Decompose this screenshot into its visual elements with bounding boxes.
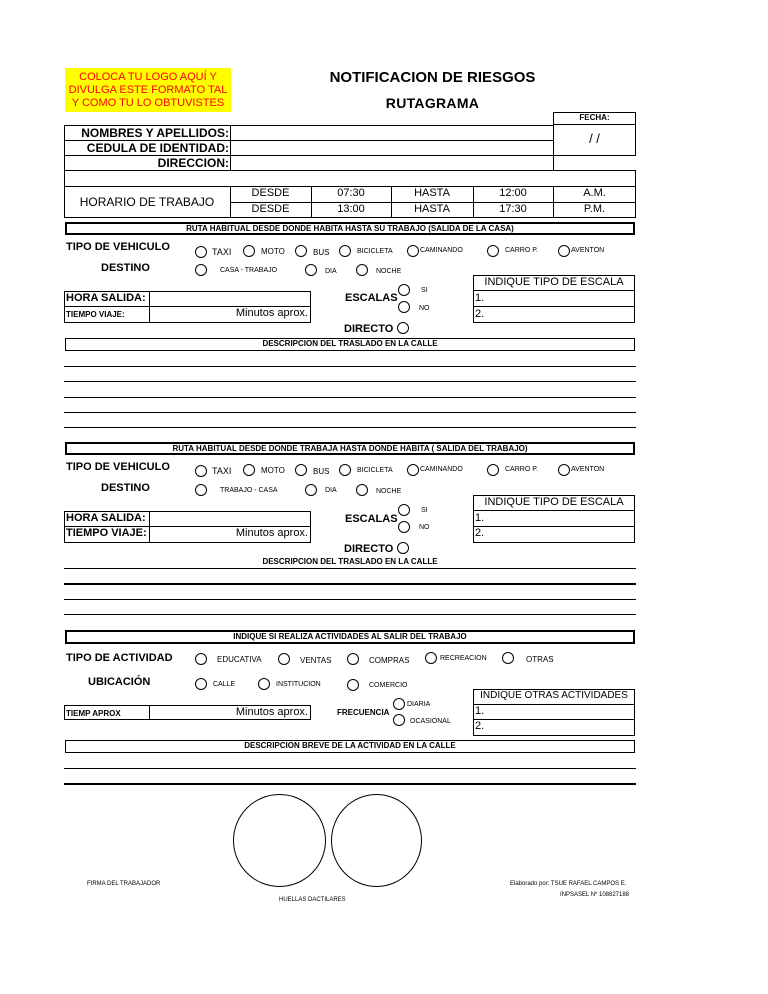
actividad-minutos-field[interactable]: Minutos aprox. bbox=[235, 706, 308, 718]
ida-noche-label: NOCHE bbox=[376, 268, 402, 275]
ida-carro-label: CARRO P. bbox=[505, 247, 538, 254]
ida-taxi-label: TAXI bbox=[212, 247, 232, 257]
hasta-label-1: HASTA bbox=[414, 187, 450, 199]
page-subtitle: RUTAGRAMA bbox=[385, 95, 480, 111]
otras-actividades-1[interactable]: 1. bbox=[475, 705, 485, 717]
vuelta-taxi-label: TAXI bbox=[212, 466, 232, 476]
ida-escala-title: INDIQUE TIPO DE ESCALA bbox=[484, 276, 624, 288]
period-am: A.M. bbox=[583, 187, 606, 199]
ida-caminando-radio[interactable] bbox=[407, 245, 419, 257]
fecha-label: FECHA: bbox=[579, 113, 610, 122]
nombres-field[interactable] bbox=[231, 126, 553, 140]
vuelta-noche-label: NOCHE bbox=[376, 488, 402, 495]
ocasional-label: OCASIONAL bbox=[410, 718, 451, 725]
vuelta-carro-radio[interactable] bbox=[487, 464, 499, 476]
ida-si-radio[interactable] bbox=[398, 284, 410, 296]
educativa-radio[interactable] bbox=[195, 653, 207, 665]
ida-aventon-radio[interactable] bbox=[558, 245, 570, 257]
vuelta-bicicleta-label: BICICLETA bbox=[357, 467, 393, 474]
vuelta-tiempo-viaje-label: TIEMPO VIAJE: bbox=[66, 527, 147, 539]
vuelta-destino-label: DESTINO bbox=[101, 482, 150, 494]
ida-carro-radio[interactable] bbox=[487, 245, 499, 257]
vuelta-moto-radio[interactable] bbox=[243, 464, 255, 476]
cedula-field[interactable] bbox=[231, 141, 553, 155]
ida-escala-1[interactable]: 1. bbox=[475, 292, 485, 304]
ida-caminando-label: CAMINANDO bbox=[420, 247, 463, 254]
institucion-label: INSTITUCION bbox=[276, 681, 321, 688]
inpsasel-label: INPSASEL Nº 108827188 bbox=[560, 892, 630, 898]
tiempo-aprox-label: TIEMP APROX bbox=[66, 709, 121, 718]
compras-label: COMPRAS bbox=[369, 656, 410, 665]
vuelta-descripcion-banner: DESCRIPCION DEL TRASLADO EN LA CALLE bbox=[262, 557, 438, 566]
ida-bicicleta-radio[interactable] bbox=[339, 245, 351, 257]
ida-banner: RUTA HABITUAL DESDE DONDE HABITA HASTA SU TRABAJO (SALIDA DE LA CASA) bbox=[65, 222, 635, 235]
ida-bus-label: BUS bbox=[313, 248, 330, 257]
ida-hora-salida-field[interactable] bbox=[150, 292, 310, 306]
vuelta-tipo-vehiculo-label: TIPO DE VEHICULO bbox=[66, 461, 170, 473]
ida-no-label: NO bbox=[419, 305, 430, 312]
tipo-actividad-label: TIPO DE ACTIVIDAD bbox=[66, 652, 173, 664]
ida-dia-label: DIA bbox=[325, 268, 337, 275]
calle-radio[interactable] bbox=[195, 678, 207, 690]
ida-directo-label: DIRECTO bbox=[344, 323, 394, 335]
nombres-label: NOMBRES Y APELLIDOS: bbox=[81, 126, 229, 140]
elaborado-label: Elaborado por: TSUE RAFAEL CAMPOS E. bbox=[510, 881, 627, 887]
institucion-radio[interactable] bbox=[258, 678, 270, 690]
vuelta-aventon-radio[interactable] bbox=[558, 464, 570, 476]
vuelta-dia-radio[interactable] bbox=[305, 484, 317, 496]
vuelta-no-label: NO bbox=[419, 524, 430, 531]
horario-label: HORARIO DE TRABAJO bbox=[79, 195, 215, 209]
ida-descripcion-banner: DESCRIPCION DEL TRASLADO EN LA CALLE bbox=[65, 338, 635, 351]
firma-label: FIRMA DEL TRABAJADOR bbox=[87, 881, 161, 887]
vuelta-bus-radio[interactable] bbox=[295, 464, 307, 476]
ocasional-radio[interactable] bbox=[393, 714, 405, 726]
comercio-label: COMERCIO bbox=[369, 682, 408, 689]
actividad-descripcion-banner: DESCRIPCION BREVE DE LA ACTIVIDAD EN LA CALLE bbox=[65, 740, 635, 753]
ida-taxi-radio[interactable] bbox=[195, 246, 207, 258]
ida-dia-radio[interactable] bbox=[305, 264, 317, 276]
desde-label-1: DESDE bbox=[251, 187, 290, 199]
vuelta-hora-salida-label: HORA SALIDA: bbox=[66, 512, 146, 524]
ida-bus-radio[interactable] bbox=[295, 245, 307, 257]
page-title: NOTIFICACION DE RIESGOS bbox=[329, 69, 536, 86]
otras-actividades-2[interactable]: 2. bbox=[475, 720, 485, 732]
ida-aventon-label: AVENTON bbox=[571, 247, 605, 254]
vuelta-taxi-radio[interactable] bbox=[195, 465, 207, 477]
vuelta-caminando-label: CAMINANDO bbox=[420, 466, 463, 473]
hasta-value-1[interactable]: 12:00 bbox=[499, 187, 527, 199]
fingerprint-circle-right[interactable] bbox=[331, 794, 422, 887]
ida-no-radio[interactable] bbox=[398, 301, 410, 313]
otras-radio[interactable] bbox=[502, 652, 514, 664]
otras-label: OTRAS bbox=[526, 655, 554, 664]
actividades-banner: INDIQUE SI REALIZA ACTIVIDADES AL SALIR DEL TRABAJO bbox=[65, 630, 635, 644]
frecuencia-label: FRECUENCIA bbox=[337, 708, 390, 717]
educativa-label: EDUCATIVA bbox=[217, 655, 262, 664]
actividad-descripcion-area[interactable] bbox=[64, 754, 636, 784]
ida-descripcion-area[interactable] bbox=[64, 352, 636, 428]
vuelta-aventon-label: AVENTON bbox=[571, 466, 605, 473]
vuelta-si-radio[interactable] bbox=[398, 504, 410, 516]
ida-escalas-label: ESCALAS bbox=[345, 292, 398, 304]
ventas-radio[interactable] bbox=[278, 653, 290, 665]
vuelta-bus-label: BUS bbox=[313, 467, 330, 476]
ida-casa-trabajo-radio[interactable] bbox=[195, 264, 207, 276]
ida-tiempo-viaje-label: TIEMPO VIAJE: bbox=[66, 310, 125, 319]
ida-minutos-field[interactable]: Minutos aprox. bbox=[235, 307, 308, 319]
vuelta-minutos-field[interactable]: Minutos aprox. bbox=[235, 527, 308, 539]
ubicacion-label: UBICACIÓN bbox=[88, 676, 151, 688]
logo-placeholder: COLOCA TU LOGO AQUÍ Y DIVULGA ESTE FORMATO TAL Y COMO TU LO OBTUVISTES bbox=[65, 68, 231, 112]
recreacion-radio[interactable] bbox=[425, 652, 437, 664]
vuelta-escala-title: INDIQUE TIPO DE ESCALA bbox=[484, 496, 624, 508]
otras-actividades-title: INDIQUE OTRAS ACTIVIDADES bbox=[480, 690, 628, 701]
vuelta-escala-1[interactable]: 1. bbox=[475, 512, 485, 524]
vuelta-escalas-label: ESCALAS bbox=[345, 513, 398, 525]
vuelta-no-radio[interactable] bbox=[398, 521, 410, 533]
vuelta-directo-label: DIRECTO bbox=[344, 543, 394, 555]
vuelta-dia-label: DIA bbox=[325, 487, 337, 494]
vuelta-descripcion-area[interactable] bbox=[64, 569, 636, 615]
vuelta-moto-label: MOTO bbox=[261, 466, 285, 475]
vuelta-hora-salida-field[interactable] bbox=[150, 512, 310, 526]
ida-directo-radio[interactable] bbox=[397, 322, 409, 334]
direccion-field[interactable] bbox=[231, 156, 635, 170]
vuelta-si-label: SI bbox=[421, 507, 428, 514]
ida-si-label: SI bbox=[421, 287, 428, 294]
desde-label-2: DESDE bbox=[251, 203, 290, 215]
hasta-value-2[interactable]: 17:30 bbox=[499, 203, 527, 215]
desde-value-1[interactable]: 07:30 bbox=[337, 187, 365, 199]
fingerprint-circle-left[interactable] bbox=[233, 794, 326, 887]
compras-radio[interactable] bbox=[347, 653, 359, 665]
ida-tipo-vehiculo-label: TIPO DE VEHICULO bbox=[66, 241, 170, 253]
vuelta-bicicleta-radio[interactable] bbox=[339, 464, 351, 476]
ida-moto-radio[interactable] bbox=[243, 245, 255, 257]
fecha-field[interactable]: / / bbox=[589, 131, 600, 146]
comercio-radio[interactable] bbox=[347, 679, 359, 691]
ida-noche-radio[interactable] bbox=[356, 264, 368, 276]
ida-casa-trabajo-label: CASA - TRABAJO bbox=[220, 267, 278, 274]
vuelta-carro-label: CARRO P. bbox=[505, 466, 538, 473]
period-pm: P.M. bbox=[583, 203, 606, 215]
cedula-label: CEDULA DE IDENTIDAD: bbox=[86, 141, 229, 155]
ida-moto-label: MOTO bbox=[261, 247, 285, 256]
ida-bicicleta-label: BICICLETA bbox=[357, 248, 393, 255]
hasta-label-2: HASTA bbox=[414, 203, 450, 215]
vuelta-noche-radio[interactable] bbox=[356, 484, 368, 496]
ida-destino-label: DESTINO bbox=[101, 262, 150, 274]
ida-escala-2[interactable]: 2. bbox=[475, 308, 485, 320]
ventas-label: VENTAS bbox=[300, 656, 332, 665]
vuelta-escala-2[interactable]: 2. bbox=[475, 527, 485, 539]
vuelta-banner: RUTA HABITUAL DESDE DONDE TRABAJA HASTA DONDE HABITA ( SALIDA DEL TRABAJO) bbox=[65, 442, 635, 455]
huellas-label: HUELLAS DACTILARES bbox=[279, 897, 346, 903]
desde-value-2[interactable]: 13:00 bbox=[337, 203, 365, 215]
calle-label: CALLE bbox=[213, 681, 236, 688]
ida-hora-salida-label: HORA SALIDA: bbox=[66, 292, 146, 304]
direccion-label: DIRECCION: bbox=[157, 156, 229, 170]
vuelta-trabajo-casa-radio[interactable] bbox=[195, 484, 207, 496]
diaria-label: DIARIA bbox=[407, 701, 431, 708]
vuelta-trabajo-casa-label: TRABAJO - CASA bbox=[220, 487, 278, 494]
vuelta-caminando-radio[interactable] bbox=[407, 464, 419, 476]
vuelta-directo-radio[interactable] bbox=[397, 542, 409, 554]
diaria-radio[interactable] bbox=[393, 698, 405, 710]
recreacion-label: RECREACION bbox=[440, 655, 487, 662]
